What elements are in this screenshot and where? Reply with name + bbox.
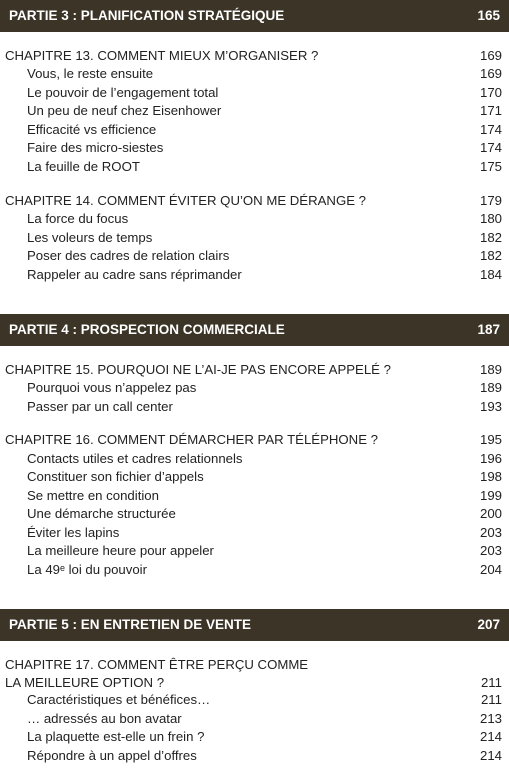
section-entry <box>0 64 509 83</box>
chapter-entry <box>0 360 509 379</box>
section-page-number: 169 <box>479 66 502 81</box>
part-page-number: 165 <box>477 8 500 23</box>
section-title: Un peu de neuf chez Eisenhower <box>27 103 222 118</box>
section-title: Vous, le reste ensuite <box>27 66 154 81</box>
section-title: Une démarche structurée <box>27 506 176 521</box>
section-page-number: 213 <box>479 711 502 726</box>
section-entry <box>0 523 509 542</box>
chapter-title: CHAPITRE 13. COMMENT MIEUX M’ORGANISER ? <box>5 48 319 63</box>
part-page-number: 207 <box>477 617 500 632</box>
section-entry <box>0 265 509 284</box>
section-entry <box>0 397 509 416</box>
section-entry <box>0 746 509 765</box>
section-page-number: 182 <box>479 248 502 263</box>
part-title: PARTIE 5 : EN ENTRETIEN DE VENTE <box>9 617 252 632</box>
section-page-number: 182 <box>479 230 502 245</box>
chapter-title: CHAPITRE 16. COMMENT DÉMARCHER PAR TÉLÉPHONE ? <box>5 432 378 447</box>
section-entry <box>0 560 509 579</box>
section-entry <box>0 486 509 505</box>
section-entry <box>0 378 509 397</box>
section-page-number: 204 <box>479 562 502 577</box>
section-entry <box>0 209 509 228</box>
section-entry <box>0 138 509 157</box>
section-entry <box>0 449 509 468</box>
section-title: La 49ᵉ loi du pouvoir <box>27 562 148 577</box>
chapter-title: CHAPITRE 15. POURQUOI NE L’AI-JE PAS ENCORE APPELÉ ? <box>5 362 391 377</box>
chapter-page-number: 189 <box>479 362 502 377</box>
section-title: Poser des cadres de relation clairs <box>27 248 230 263</box>
chapter-page-number: 195 <box>479 432 502 447</box>
section-title: La meilleure heure pour appeler <box>27 543 214 558</box>
section-page-number: 193 <box>479 399 502 414</box>
section-entry <box>0 246 509 265</box>
section-page-number: 214 <box>479 729 502 744</box>
section-page-number: 200 <box>479 506 502 521</box>
section-page-number: 211 <box>480 692 502 707</box>
section-page-number: 196 <box>479 451 502 466</box>
part-title: PARTIE 4 : PROSPECTION COMMERCIALE <box>9 322 285 337</box>
section-title: Éviter les lapins <box>27 525 120 540</box>
section-title: Les voleurs de temps <box>27 230 153 245</box>
section-entry <box>0 541 509 560</box>
chapter-entry <box>0 655 509 674</box>
chapter-title: CHAPITRE 17. COMMENT ÊTRE PERÇU COMME <box>5 657 309 672</box>
section-title: Pourquoi vous n’appelez pas <box>27 380 197 395</box>
section-title: La feuille de ROOT <box>27 159 140 174</box>
chapter-entry <box>0 191 509 210</box>
section-page-number: 189 <box>479 380 502 395</box>
section-page-number: 170 <box>479 85 502 100</box>
section-entry <box>0 709 509 728</box>
chapter-title: CHAPITRE 14. COMMENT ÉVITER QU’ON ME DÉRANGE ? <box>5 193 367 208</box>
section-entry <box>0 120 509 139</box>
section-page-number: 199 <box>479 488 502 503</box>
section-title: Répondre à un appel d’offres <box>27 748 197 763</box>
section-page-number: 184 <box>479 267 502 282</box>
section-title: Constituer son fichier d’appels <box>27 469 204 484</box>
section-page-number: 175 <box>479 159 502 174</box>
section-entry <box>0 504 509 523</box>
section-title: Caractéristiques et bénéfices… <box>27 692 211 707</box>
section-entry <box>0 157 509 176</box>
chapter-page-number: 179 <box>479 193 502 208</box>
section-title: … adressés au bon avatar <box>27 711 182 726</box>
section-title: Passer par un call center <box>27 399 173 414</box>
section-entry <box>0 101 509 120</box>
chapter-page-number: 169 <box>479 48 502 63</box>
section-title: Le pouvoir de l’engagement total <box>27 85 219 100</box>
section-entry <box>0 690 509 709</box>
part-header <box>0 314 509 346</box>
part-header <box>0 609 509 641</box>
section-page-number: 180 <box>479 211 502 226</box>
part-page-number: 187 <box>477 322 500 337</box>
part-title: PARTIE 3 : PLANIFICATION STRATÉGIQUE <box>9 8 285 23</box>
section-entry <box>0 83 509 102</box>
chapter-title-continued: LA MEILLEURE OPTION ? <box>5 675 165 690</box>
chapter-entry <box>0 430 509 449</box>
section-page-number: 214 <box>479 748 502 763</box>
part-header <box>0 0 509 32</box>
section-title: Se mettre en condition <box>27 488 159 503</box>
section-entry <box>0 467 509 486</box>
section-title: La force du focus <box>27 211 129 226</box>
section-title: Faire des micro-siestes <box>27 140 164 155</box>
section-page-number: 203 <box>479 525 502 540</box>
section-page-number: 174 <box>479 140 502 155</box>
section-title: Rappeler au cadre sans réprimander <box>27 267 242 282</box>
chapter-page-number: 211 <box>480 675 502 690</box>
section-title: La plaquette est-elle un frein ? <box>27 729 205 744</box>
section-entry <box>0 228 509 247</box>
section-entry <box>0 727 509 746</box>
section-title: Contacts utiles et cadres relationnels <box>27 451 243 466</box>
section-page-number: 203 <box>479 543 502 558</box>
section-page-number: 171 <box>479 103 502 118</box>
chapter-entry <box>0 46 509 65</box>
section-page-number: 174 <box>479 122 502 137</box>
section-title: Efficacité vs efficience <box>27 122 157 137</box>
section-page-number: 198 <box>479 469 502 484</box>
